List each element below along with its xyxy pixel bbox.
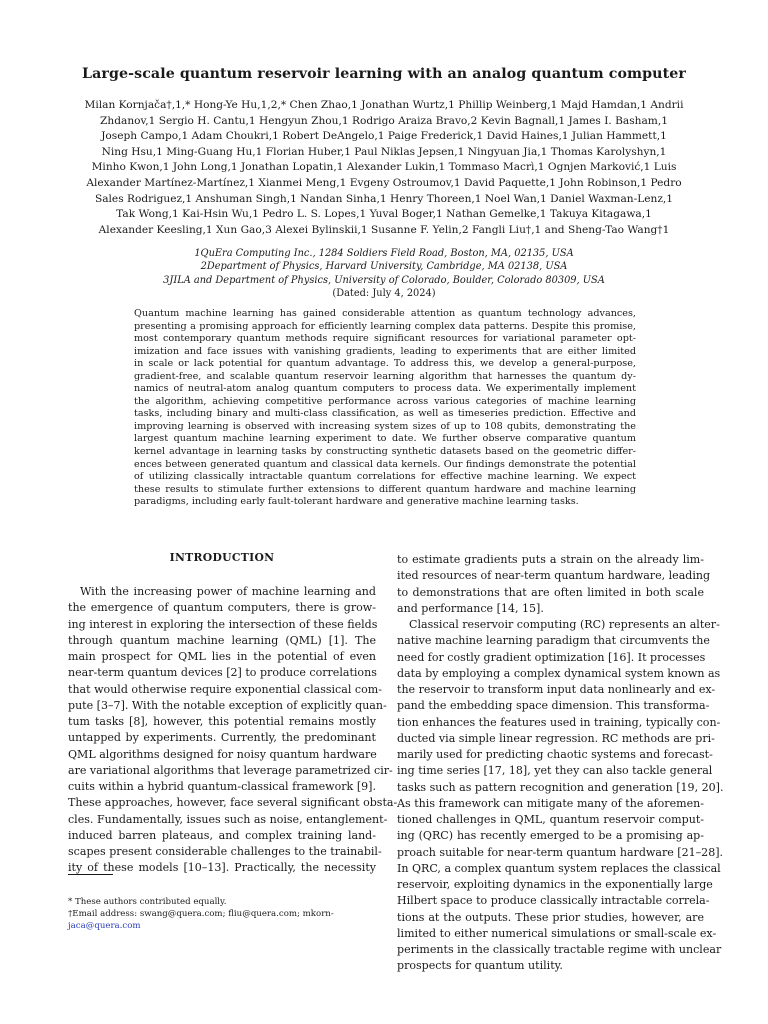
- body-line: ity of these models [10–13]. Practically, the necessity: [68, 861, 376, 875]
- body-line: pute [3–7]. With the notable exception of explicitly quan-: [68, 698, 387, 712]
- paper-title: Large-scale quantum reservoir learning with an analog quantum computer: [82, 66, 686, 82]
- body-line: untapped by experiments. Currently, the predominant: [68, 731, 376, 745]
- affiliation-line: 2Department of Physics, Harvard University, Cambridge, MA 02138, USA: [200, 261, 568, 273]
- body-line: Hilbert space to produce classically intractable correla-: [397, 894, 710, 908]
- body-line: native machine learning paradigm that circumvents the: [397, 634, 710, 648]
- affiliations: [60, 247, 708, 301]
- abstract-line: in scale or lack potential for quantum advantage. To address this, we develop a general-purpose,: [134, 358, 636, 370]
- abstract-line: kernel advantage in learning tasks by constructing synthetic datasets based on the geometric differ-: [134, 446, 636, 458]
- dated-line: (Dated: July 4, 2024): [332, 288, 436, 300]
- body-line: through quantum machine learning (QML) [1]. The: [68, 633, 376, 647]
- footnote-line: †Email address: swang@quera.com; fliu@quera.com; mkorn-: [68, 909, 334, 919]
- abstract-line: gradient-free, and scalable quantum reservoir learning algorithm that harnesses the quantum dy-: [134, 370, 636, 382]
- body-line: need for costly gradient optimization [16]. It processes: [397, 650, 706, 664]
- abstract-line: namics of neutral-atom analog quantum computers to process data. We experimentally implement: [134, 383, 636, 395]
- author-line: Ning Hsu,1 Ming-Guang Hu,1 Florian Huber,1 Paul Niklas Jepsen,1 Ningyuan Jia,1 Thomas Karolyshyn,1: [101, 145, 667, 158]
- abstract-line: of utilizing classically intractable quantum correlations for effective machine learning. We expect: [134, 471, 636, 483]
- body-line: With the increasing power of machine learning and: [80, 585, 376, 598]
- author-list: [56, 98, 712, 238]
- footnote-rule: [68, 874, 113, 875]
- body-line: the emergence of quantum computers, there is grow-: [68, 601, 376, 615]
- footnote-line: jaca@quera.com: [68, 921, 141, 931]
- body-line: that would otherwise require exponential classical com-: [68, 682, 382, 696]
- body-line: cuits within a hybrid quantum-classical framework [9].: [68, 780, 376, 793]
- body-line: In QRC, a complex quantum system replaces the classical: [397, 861, 721, 875]
- body-line: These approaches, however, face several significant obsta-: [68, 796, 398, 810]
- left-column-text: [68, 584, 398, 877]
- author-line: Tak Wong,1 Kai-Hsin Wu,1 Pedro L. S. Lopes,1 Yuval Boger,1 Nathan Gemelke,1 Takuya Kitagawa,1: [116, 208, 652, 221]
- body-line: to estimate gradients puts a strain on the already lim-: [397, 553, 704, 566]
- body-line: scapes present considerable challenges to the trainabil-: [68, 845, 382, 858]
- body-line: tions at the outputs. These prior studies, however, are: [397, 910, 704, 924]
- body-line: the reservoir to transform input data nonlinearly and ex-: [397, 683, 716, 696]
- affiliation-line: 1QuEra Computing Inc., 1284 Soldiers Field Road, Boston, MA, 02135, USA: [194, 248, 574, 259]
- abstract-line: imization and face issues with vanishing gradients, leading to experiments that are either limited: [134, 345, 636, 357]
- abstract-line: most contemporary quantum methods require significant resources for variational parameter opt-: [134, 333, 636, 345]
- body-line: induced barren plateaus, and complex training land-: [68, 828, 376, 842]
- body-line: Classical reservoir computing (RC) represents an alter-: [409, 618, 720, 631]
- abstract-line: largest quantum machine learning experiment to date. We further observe comparative quantum: [134, 433, 636, 445]
- body-line: ited resources of near-term quantum hardware, leading: [397, 569, 711, 583]
- abstract-line: paradigms, including early fault-tolerant hardware and generative machine learning tasks.: [134, 496, 579, 508]
- body-line: ing interest in exploring the intersection of these fields: [68, 617, 378, 631]
- abstract: [134, 308, 636, 509]
- abstract-line: presenting a promising approach for efficiently learning complex data patterns. Despite this promise,: [134, 320, 636, 332]
- author-line: Sales Rodriguez,1 Anshuman Singh,1 Nandan Sinha,1 Henry Thoreen,1 Noel Wan,1 Daniel Waxman-Lenz,1: [94, 192, 674, 205]
- body-line: pand the embedding space dimension. This transforma-: [397, 699, 710, 713]
- body-line: ducted via simple linear regression. RC methods are pri-: [397, 731, 715, 745]
- body-line: QML algorithms designed for noisy quantum hardware: [68, 747, 377, 761]
- body-line: main prospect for QML lies in the potential of even: [68, 650, 376, 663]
- footnote-line: * These authors contributed equally.: [68, 897, 227, 907]
- right-column-text: [397, 552, 724, 975]
- body-line: limited to either numerical simulations or small-scale ex-: [397, 926, 717, 940]
- author-line: Alexander Martínez-Martínez,1 Xianmei Meng,1 Evgeny Ostroumov,1 David Paquette,1 John Robinson,1 Pedro: [86, 176, 682, 189]
- body-line: periments in the classically tractable regime with unclear: [397, 943, 722, 956]
- author-line: Zhdanov,1 Sergio H. Cantu,1 Hengyun Zhou,1 Rodrigo Araiza Bravo,2 Kevin Bagnall,1 James I. Basham,1: [100, 114, 668, 127]
- body-line: marily used for predicting chaotic systems and forecast-: [397, 748, 713, 761]
- body-line: As this framework can mitigate many of the aforemen-: [397, 796, 704, 810]
- abstract-line: the algorithm, achieving competitive performance across various categories of machine learning: [134, 395, 636, 407]
- body-line: tion enhances the features used in training, typically con-: [397, 715, 721, 729]
- body-line: ing (QRC) has recently emerged to be a promising ap-: [397, 829, 704, 843]
- abstract-line: Quantum machine learning has gained considerable attention as quantum technology advances,: [134, 308, 636, 319]
- author-line: Joseph Campo,1 Adam Choukri,1 Robert DeAngelo,1 Paige Frederick,1 David Haines,1 Julian Hammett,1: [101, 130, 667, 143]
- body-line: tum tasks [8], however, this potential remains mostly: [68, 715, 376, 728]
- author-line: Milan Kornjača†,1,* Hong-Ye Hu,1,2,* Chen Zhao,1 Jonathan Wurtz,1 Phillip Weinberg,1 Majd Hamdan,1 Andrii: [84, 99, 684, 111]
- body-line: and performance [14, 15].: [397, 601, 544, 615]
- body-line: cles. Fundamentally, issues such as noise, entanglement-: [68, 812, 388, 826]
- author-line: Alexander Keesling,1 Xun Gao,3 Alexei Bylinskii,1 Susanne F. Yelin,2 Fangli Liu†,1 and Sheng-Tao Wang†1: [98, 223, 670, 236]
- body-line: near-term quantum devices [2] to produce correlations: [68, 666, 377, 680]
- abstract-line: these results to stimulate further extensions to different quantum hardware and machine learning: [134, 483, 636, 495]
- abstract-line: improving learning is observed with increasing system sizes of up to 108 qubits, demonstrating the: [134, 420, 636, 432]
- body-line: are variational algorithms that leverage parametrized cir-: [68, 763, 393, 777]
- body-line: tasks such as pattern recognition and generation [19, 20].: [397, 780, 724, 794]
- body-line: reservoir, exploiting dynamics in the exponentially large: [397, 878, 713, 891]
- body-line: data by employing a complex dynamical system known as: [397, 666, 721, 680]
- abstract-line: ences between generated quantum and classical data kernels. Our findings demonstrate the potential: [134, 458, 636, 470]
- body-line: prospects for quantum utility.: [397, 959, 563, 973]
- body-line: tioned challenges in QML, quantum reservoir comput-: [397, 813, 704, 826]
- body-line: proach suitable for near-term quantum hardware [21–28].: [397, 845, 724, 859]
- body-line: ing time series [17, 18], yet they can also tackle general: [397, 764, 713, 778]
- abstract-line: tasks, including binary and multi-class classification, as well as timeseries prediction. Effective and: [134, 408, 636, 420]
- affiliation-line: 3JILA and Department of Physics, University of Colorado, Boulder, Colorado 80309, USA: [163, 274, 605, 286]
- footnotes: [68, 896, 376, 932]
- author-line: Minho Kwon,1 John Long,1 Jonathan Lopatin,1 Alexander Lukin,1 Tommaso Macrì,1 Ognjen Marković,1 Luis: [91, 161, 677, 174]
- section-heading: INTRODUCTION: [169, 551, 275, 564]
- body-line: to demonstrations that are often limited in both scale: [397, 585, 704, 599]
